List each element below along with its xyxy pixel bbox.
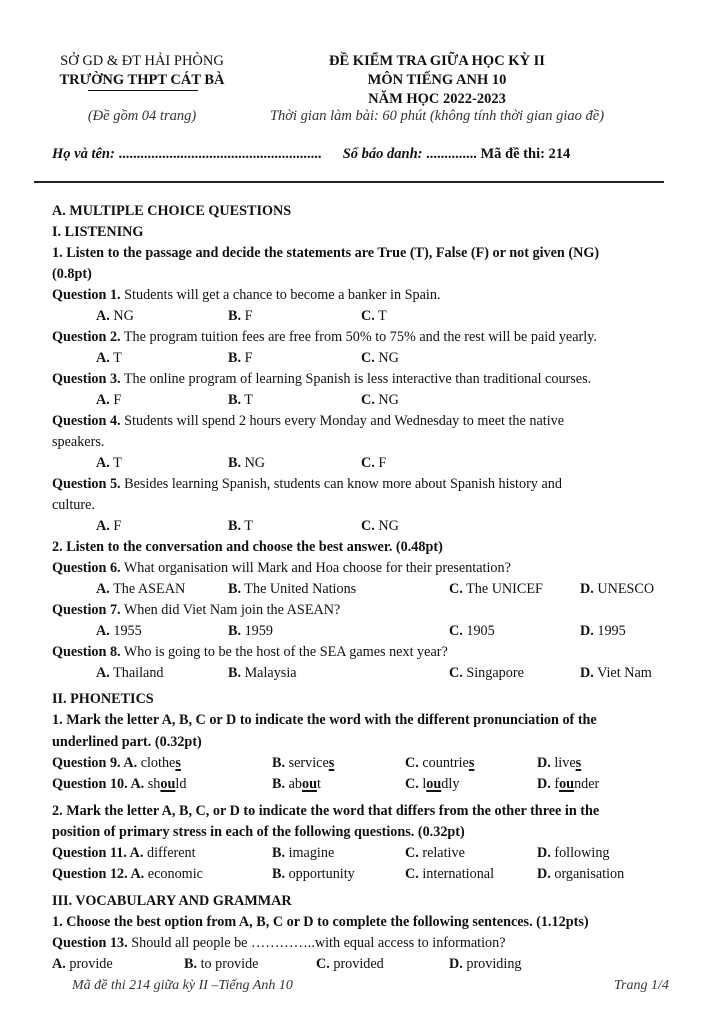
option-letter: B. (228, 665, 242, 681)
option-letter: C. (361, 392, 375, 408)
listening-part1-points: (0.8pt) (52, 266, 92, 282)
answer-option[interactable] (228, 453, 265, 473)
answer-option[interactable] (143, 845, 195, 861)
exam-code: Mã đề thi: 214 (480, 146, 571, 162)
candidate-number-label: Số báo danh: (342, 146, 423, 162)
exam-title: ĐỀ KIỂM TRA GIỮA HỌC KỲ II (329, 53, 545, 69)
option-text: ab (285, 776, 302, 792)
question-label: Question 1. (52, 287, 121, 303)
option-letter: B. (272, 845, 286, 861)
option-text-end: ld (175, 776, 187, 792)
question-2 (52, 327, 597, 347)
option-text: to provide (197, 956, 259, 972)
phonetics-title: II. PHONETICS (52, 691, 154, 707)
option-letter: D. (537, 866, 551, 882)
answer-option[interactable] (580, 579, 654, 599)
question-3 (52, 369, 591, 389)
question-label: Question 11. A. (52, 845, 144, 861)
answer-option[interactable] (96, 663, 164, 683)
listening-part2-points: . (0.48pt) (388, 539, 443, 555)
option-letter: C. (405, 755, 419, 771)
question-text: Besides learning Spanish, students can know more about Spanish history and (120, 476, 562, 492)
option-letter: B. (184, 956, 198, 972)
school-underline (88, 90, 198, 91)
phonetics-part1-instruction-l1: 1. Mark the letter A, B, C or D to indicate the word with the different pronunciation of the (52, 712, 597, 728)
option-text: T (109, 455, 122, 471)
option-text: organisation (550, 866, 625, 882)
question-label: Question 7. (52, 602, 121, 618)
option-text: The United Nations (241, 581, 357, 597)
option-letter: A. (96, 665, 110, 681)
option-letter: D. (580, 581, 594, 597)
option-text: provide (65, 956, 113, 972)
vocab-title: III. VOCABULARY AND GRAMMAR (52, 893, 292, 909)
option-text-end: t (316, 776, 321, 792)
option-text: countrie (418, 755, 469, 771)
option-letter: D. (537, 845, 551, 861)
option-letter: C. (361, 350, 375, 366)
question-8 (52, 642, 448, 662)
option-letter: C. (449, 581, 463, 597)
answer-option[interactable] (272, 774, 321, 794)
answer-option[interactable] (361, 390, 399, 410)
option-letter: B. (228, 455, 242, 471)
listening-title: I. LISTENING (52, 224, 144, 240)
question-4 (52, 411, 564, 431)
answer-option[interactable] (405, 864, 494, 884)
underlined-part: ou (559, 776, 575, 792)
option-text: T (374, 308, 387, 324)
option-text: Singapore (462, 665, 524, 681)
answer-option[interactable] (96, 390, 121, 410)
question-label: Question 5. (52, 476, 121, 492)
question-text: When did Viet Nam join the ASEAN? (120, 602, 341, 618)
option-letter: D. (537, 755, 551, 771)
option-text: imagine (285, 845, 335, 861)
answer-option[interactable] (449, 954, 522, 974)
answer-option[interactable] (316, 954, 384, 974)
question-text: Students will spend 2 hours every Monday and Wednesday to meet the native (120, 413, 565, 429)
option-letter: C. (361, 308, 375, 324)
option-text: 1955 (109, 623, 142, 639)
question-label: Question 12. A. (52, 866, 145, 882)
question-label: Question 9. A. (52, 755, 138, 771)
option-letter: A. (96, 455, 110, 471)
answer-option[interactable] (449, 579, 543, 599)
option-text: NG (374, 350, 399, 366)
option-text: international (418, 866, 495, 882)
option-text: T (241, 518, 253, 534)
option-letter: B. (228, 518, 242, 534)
option-letter: A. (96, 350, 110, 366)
option-text: providing (462, 956, 522, 972)
option-text: T (109, 350, 122, 366)
option-letter: B. (228, 350, 242, 366)
option-letter: C. (405, 866, 419, 882)
answer-option[interactable] (96, 579, 185, 599)
option-text: Malaysia (241, 665, 297, 681)
option-text: sh (144, 776, 161, 792)
answer-option[interactable] (580, 663, 652, 683)
answer-option[interactable] (228, 390, 253, 410)
option-text: T (241, 392, 253, 408)
question-label: Question 10. A. (52, 776, 145, 792)
footer-page-number: Trang 1/4 (614, 978, 669, 993)
option-letter: B. (228, 581, 242, 597)
answer-option[interactable] (361, 453, 386, 473)
header-left (40, 52, 244, 90)
vocab-instruction: 1. Choose the best option from A, B, C or D to complete the following sentences. (1.12pts) (52, 914, 589, 930)
question-label: Question 6. (52, 560, 121, 576)
answer-option[interactable] (272, 864, 355, 884)
option-letter: B. (228, 623, 242, 639)
answer-option[interactable] (184, 954, 258, 974)
question-text: The online program of learning Spanish is less interactive than traditional courses. (120, 371, 592, 387)
option-text: l (418, 776, 427, 792)
underlined-part: ou (301, 776, 317, 792)
option-text: F (109, 392, 122, 408)
question-text: What organisation will Mark and Hoa choose for their presentation? (120, 560, 511, 576)
question-text: Students will get a chance to become a banker in Spain. (120, 287, 441, 303)
option-letter: C. (449, 623, 463, 639)
option-letter: B. (272, 755, 286, 771)
question-1 (52, 285, 441, 305)
answer-option[interactable] (537, 753, 581, 773)
option-text: 1959 (241, 623, 273, 639)
answer-option[interactable] (96, 621, 142, 641)
answer-option[interactable] (272, 843, 334, 863)
question-label: Question 3. (52, 371, 121, 387)
option-text: F (241, 308, 253, 324)
option-text: NG (374, 392, 399, 408)
option-letter: C. (405, 776, 419, 792)
answer-option[interactable] (96, 348, 122, 368)
answer-option[interactable] (449, 663, 524, 683)
option-letter: B. (272, 866, 286, 882)
option-text: clothe (137, 755, 176, 771)
option-text-end: nder (574, 776, 600, 792)
school-name: TRƯỜNG THPT CÁT BÀ (59, 72, 225, 88)
option-letter: D. (580, 623, 594, 639)
candidate-info-line (52, 146, 570, 163)
answer-option[interactable] (228, 306, 252, 326)
answer-option[interactable] (361, 306, 387, 326)
answer-option[interactable] (52, 954, 113, 974)
question-9 (52, 753, 181, 773)
answer-option[interactable] (537, 774, 599, 794)
name-label: Họ và tên: (52, 146, 115, 162)
option-letter: A. (96, 581, 110, 597)
footer-exam-code: Mã đề thi 214 giữa kỳ II –Tiếng Anh 10 (72, 978, 293, 993)
question-13 (52, 933, 506, 953)
option-text: provided (329, 956, 384, 972)
answer-option[interactable] (405, 843, 465, 863)
option-text: service (285, 755, 329, 771)
answer-option[interactable] (405, 774, 459, 794)
option-text: economic (144, 866, 203, 882)
option-text: NG (374, 518, 399, 534)
question-text: Who is going to be the host of the SEA games next year? (120, 644, 448, 660)
answer-option[interactable] (272, 753, 334, 773)
question-text: Should all people be …………..with equal access to information? (127, 935, 506, 951)
time-note: Thời gian làm bài: 60 phút (không tính thời gian giao đề) (269, 108, 605, 124)
question-label: Question 8. (52, 644, 121, 660)
option-letter: C. (361, 455, 375, 471)
option-text-end: dly (441, 776, 460, 792)
option-text: relative (418, 845, 465, 861)
option-text: different (143, 845, 196, 861)
question-11 (52, 843, 196, 863)
listening-part2-instruction: 2. Listen to the conversation and choose the best answer (52, 539, 389, 555)
option-letter: A. (52, 956, 66, 972)
underlined-part: ou (426, 776, 442, 792)
answer-option[interactable] (228, 621, 273, 641)
option-text: F (241, 350, 253, 366)
answer-option[interactable] (449, 621, 495, 641)
header-divider (34, 181, 664, 183)
answer-option[interactable] (96, 306, 134, 326)
option-letter: C. (361, 518, 375, 534)
option-text: F (109, 518, 122, 534)
department-name: SỞ GD & ĐT HẢI PHÒNG (60, 53, 224, 69)
exam-subject: MÔN TIẾNG ANH 10 (367, 72, 507, 88)
answer-option[interactable] (537, 843, 610, 863)
answer-option[interactable] (96, 453, 122, 473)
candidate-number-field[interactable]: .............. (426, 146, 477, 162)
underlined-part: ou (160, 776, 176, 792)
option-letter: B. (272, 776, 286, 792)
pages-note: (Đề gồm 04 trang) (87, 108, 197, 124)
option-text: F (374, 455, 387, 471)
underlined-part: s (328, 755, 335, 771)
question-5 (52, 474, 562, 494)
question-text: The program tuition fees are free from 50% to 75% and the rest will be paid yearly. (120, 329, 597, 345)
option-letter: A. (96, 623, 110, 639)
question-12 (52, 864, 203, 884)
answer-option[interactable] (405, 753, 474, 773)
option-text: The UNICEF (462, 581, 543, 597)
answer-option[interactable] (361, 516, 399, 536)
school-year: NĂM HỌC 2022-2023 (368, 91, 506, 107)
option-text: NG (241, 455, 266, 471)
option-letter: A. (96, 308, 110, 324)
question-label: Question 13. (52, 935, 128, 951)
option-letter: D. (449, 956, 463, 972)
answer-option[interactable] (144, 776, 186, 792)
option-text: NG (109, 308, 134, 324)
answer-option[interactable] (537, 864, 624, 884)
name-field[interactable]: ........................................................ (118, 146, 322, 162)
underlined-part: s (175, 755, 181, 771)
option-letter: C. (449, 665, 463, 681)
option-text: opportunity (285, 866, 355, 882)
option-text: f (550, 776, 560, 792)
question-label: Question 2. (52, 329, 121, 345)
question-10 (52, 774, 186, 794)
answer-option[interactable] (228, 516, 253, 536)
phonetics-part2-instruction-l2: position of primary stress in each of the following questions. (0.32pt) (52, 824, 465, 840)
option-letter: B. (228, 392, 242, 408)
section-title: A. MULTIPLE CHOICE QUESTIONS (52, 203, 292, 219)
question-6 (52, 558, 511, 578)
phonetics-part2-instruction-l1: 2. Mark the letter A, B, C, or D to indicate the word that differs from the other three in the (52, 803, 600, 819)
answer-option[interactable] (361, 348, 399, 368)
question-label: Question 4. (52, 413, 121, 429)
option-text: The ASEAN (109, 581, 186, 597)
answer-option[interactable] (96, 516, 121, 536)
header-right (250, 52, 624, 109)
answer-option[interactable] (137, 755, 181, 771)
option-text: Viet Nam (593, 665, 652, 681)
option-letter: D. (580, 665, 594, 681)
option-text: live (550, 755, 576, 771)
option-text: following (550, 845, 610, 861)
answer-option[interactable] (228, 663, 297, 683)
option-letter: C. (316, 956, 330, 972)
phonetics-part1-instruction-l2: underlined part. (0.32pt) (52, 734, 202, 750)
question-text-continued: speakers. (52, 434, 105, 450)
option-letter: B. (228, 308, 242, 324)
option-text: 1905 (462, 623, 495, 639)
option-letter: D. (537, 776, 551, 792)
option-text: 1995 (593, 623, 626, 639)
underlined-part: s (468, 755, 475, 771)
listening-part2-instruction-line (52, 537, 443, 557)
option-letter: A. (96, 392, 110, 408)
option-letter: C. (405, 845, 419, 861)
answer-option[interactable] (228, 348, 252, 368)
answer-option[interactable] (144, 866, 203, 882)
option-letter: A. (96, 518, 110, 534)
underlined-part: s (575, 755, 582, 771)
listening-part1-instruction: 1. Listen to the passage and decide the statements are True (T), False (F) or not given (NG) (52, 245, 600, 261)
answer-option[interactable] (580, 621, 626, 641)
question-7 (52, 600, 340, 620)
question-text-continued: culture. (52, 497, 95, 513)
option-text: UNESCO (593, 581, 655, 597)
answer-option[interactable] (228, 579, 356, 599)
option-text: Thailand (109, 665, 164, 681)
